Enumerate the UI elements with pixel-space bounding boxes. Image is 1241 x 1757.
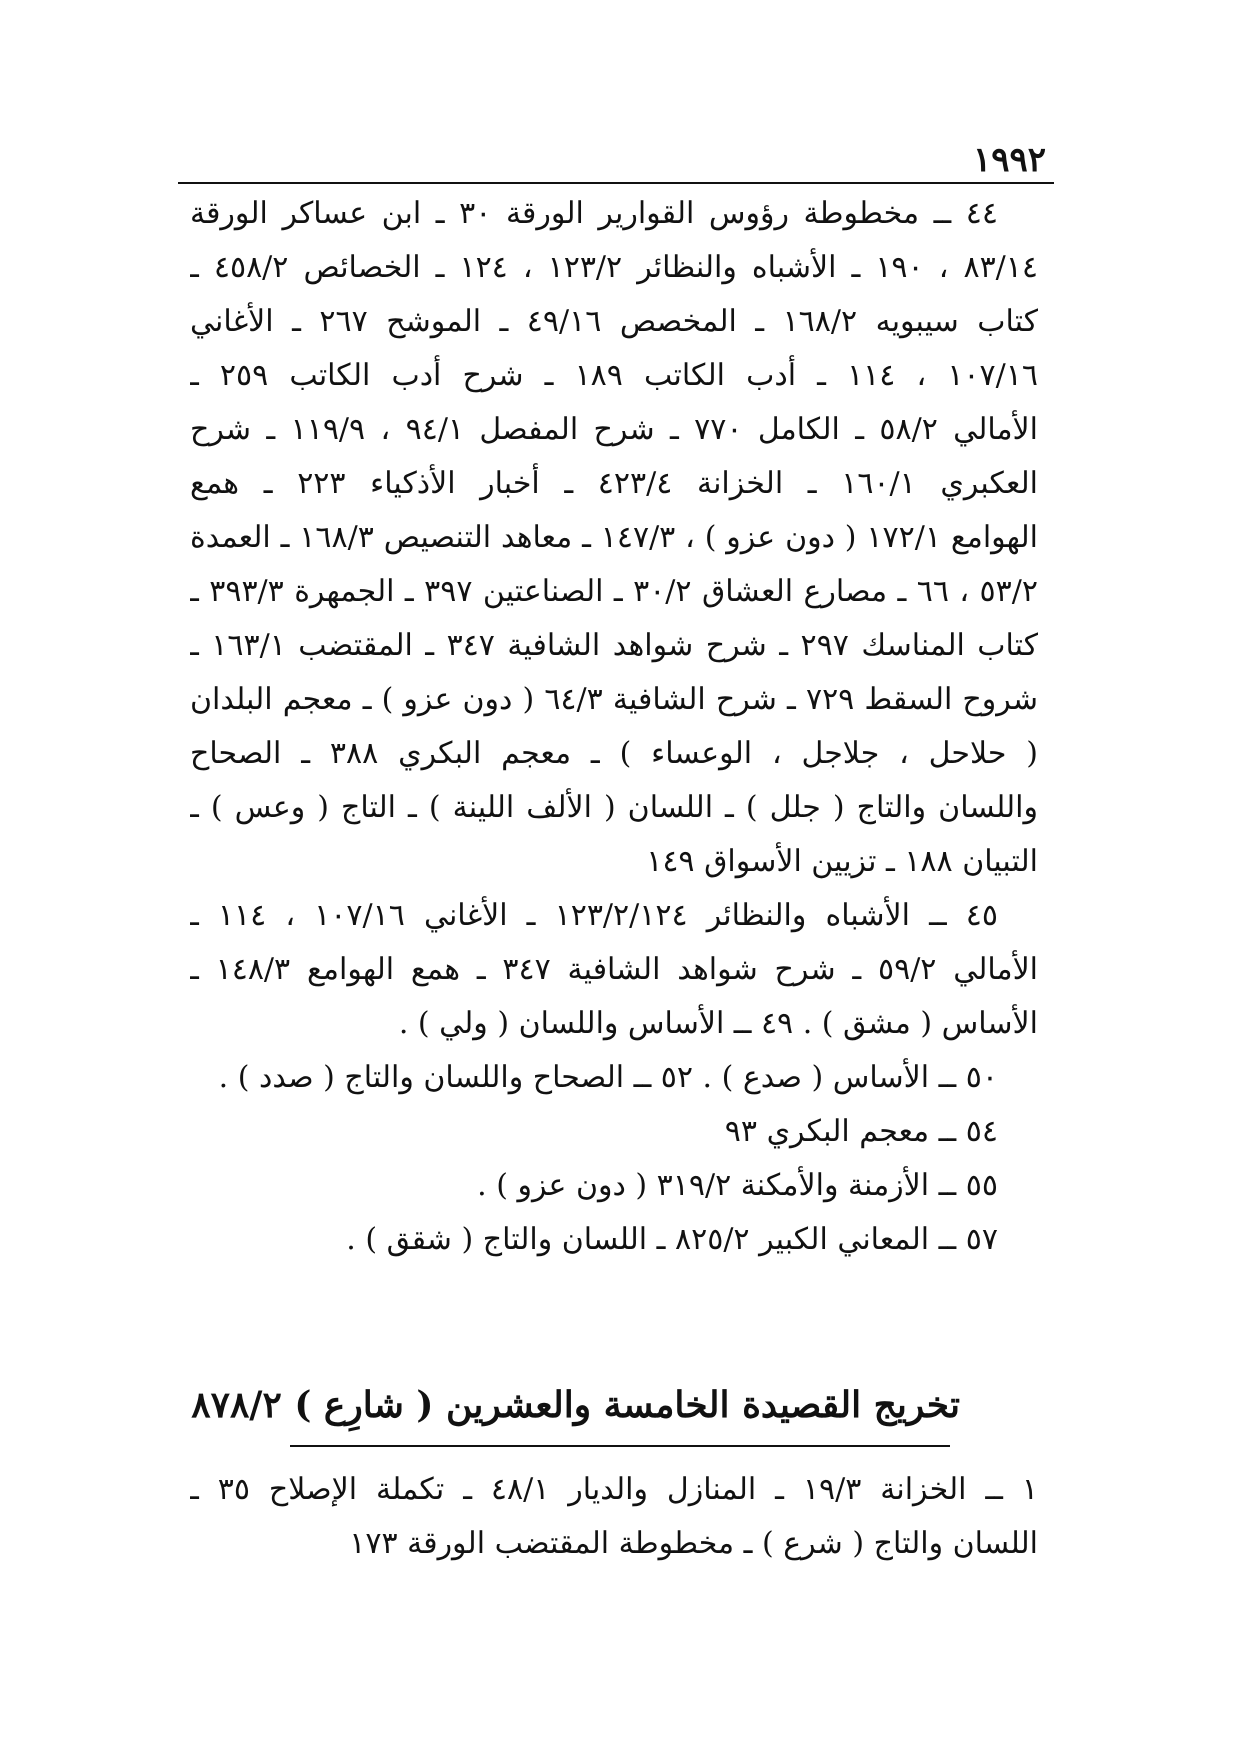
text-line: ٥٣/٢ ، ٦٦ ـ مصارع العشاق ٣٠/٢ ـ الصناعتين ٣٩٧ ـ الجمهرة ٣٩٣/٣ ـ xyxy=(190,574,1038,609)
text-line: ٤٤ ــ مخطوطة رؤوس القوارير الورقة ٣٠ ـ ابن عساكر الورقة xyxy=(190,196,998,231)
section-heading-rule xyxy=(290,1445,950,1447)
text-line: ١ ــ الخزانة ١٩/٣ ـ المنازل والديار ٤٨/١ ـ تكملة الإصلاح ٣٥ ـ xyxy=(190,1472,1038,1507)
text-line: التبيان ١٨٨ ـ تزيين الأسواق ١٤٩ xyxy=(646,844,1038,879)
text-line: الأمالي ٥٩/٢ ـ شرح شواهد الشافية ٣٤٧ ـ همع الهوامع ١٤٨/٣ ـ xyxy=(190,952,1038,987)
text-line: ٥٧ ــ المعاني الكبير ٨٢٥/٢ ـ اللسان والتاج ( شقق ) . xyxy=(346,1222,998,1257)
text-line: كتاب سيبويه ١٦٨/٢ ـ المخصص ٤٩/١٦ ـ الموشح ٢٦٧ ـ الأغاني xyxy=(190,304,1038,339)
text-line: ( حلاحل ، جلاجل ، الوعساء ) ـ معجم البكري ٣٨٨ ـ الصحاح xyxy=(190,736,1038,771)
text-line: اللسان والتاج ( شرع ) ـ مخطوطة المقتضب الورقة ١٧٣ xyxy=(349,1526,1038,1561)
section-heading: تخريج القصيدة الخامسة والعشرين ( شارِع ) ٨٧٨/٢ xyxy=(191,1384,960,1426)
text-line: ٨٣/١٤ ، ١٩٠ ـ الأشباه والنظائر ١٢٣/٢ ، ١٢٤ ـ الخصائص ٤٥٨/٢ ـ xyxy=(190,250,1038,285)
text-line: ٤٥ ــ الأشباه والنظائر ١٢٣/٢/١٢٤ ـ الأغاني ١٠٧/١٦ ، ١١٤ ـ xyxy=(190,898,998,933)
text-line: شروح السقط ٧٢٩ ـ شرح الشافية ٦٤/٣ ( دون عزو ) ـ معجم البلدان xyxy=(190,682,1038,717)
text-line: واللسان والتاج ( جلل ) ـ اللسان ( الألف اللينة ) ـ التاج ( وعس ) ـ xyxy=(190,790,1038,825)
page-number: ١٩٩٢ xyxy=(972,140,1046,180)
text-line: ٥٤ ــ معجم البكري ٩٣ xyxy=(724,1114,998,1149)
text-line: الأمالي ٥٨/٢ ـ الكامل ٧٧٠ ـ شرح المفصل ٩٤/١ ، ١١٩/٩ ـ شرح xyxy=(190,412,1038,447)
text-line: ٥٠ ــ الأساس ( صدع ) . ٥٢ ــ الصحاح واللسان والتاج ( صدد ) . xyxy=(218,1060,998,1095)
text-line: ٥٥ ــ الأزمنة والأمكنة ٣١٩/٢ ( دون عزو ) . xyxy=(477,1168,998,1203)
text-line: ١٠٧/١٦ ، ١١٤ ـ أدب الكاتب ١٨٩ ـ شرح أدب الكاتب ٢٥٩ ـ xyxy=(190,358,1038,393)
text-line: الأساس ( مشق ) . ٤٩ ــ الأساس واللسان ( ولي ) . xyxy=(398,1006,1038,1041)
header-rule xyxy=(178,182,1054,184)
text-line: العكبري ١٦٠/١ ـ الخزانة ٤٢٣/٤ ـ أخبار الأذكياء ٢٢٣ ـ همع xyxy=(190,466,1038,501)
text-line: الهوامع ١٧٢/١ ( دون عزو ) ، ١٤٧/٣ ـ معاهد التنصيص ١٦٨/٣ ـ العمدة xyxy=(190,520,1038,555)
text-line: كتاب المناسك ٢٩٧ ـ شرح شواهد الشافية ٣٤٧ ـ المقتضب ١٦٣/١ ـ xyxy=(190,628,1038,663)
